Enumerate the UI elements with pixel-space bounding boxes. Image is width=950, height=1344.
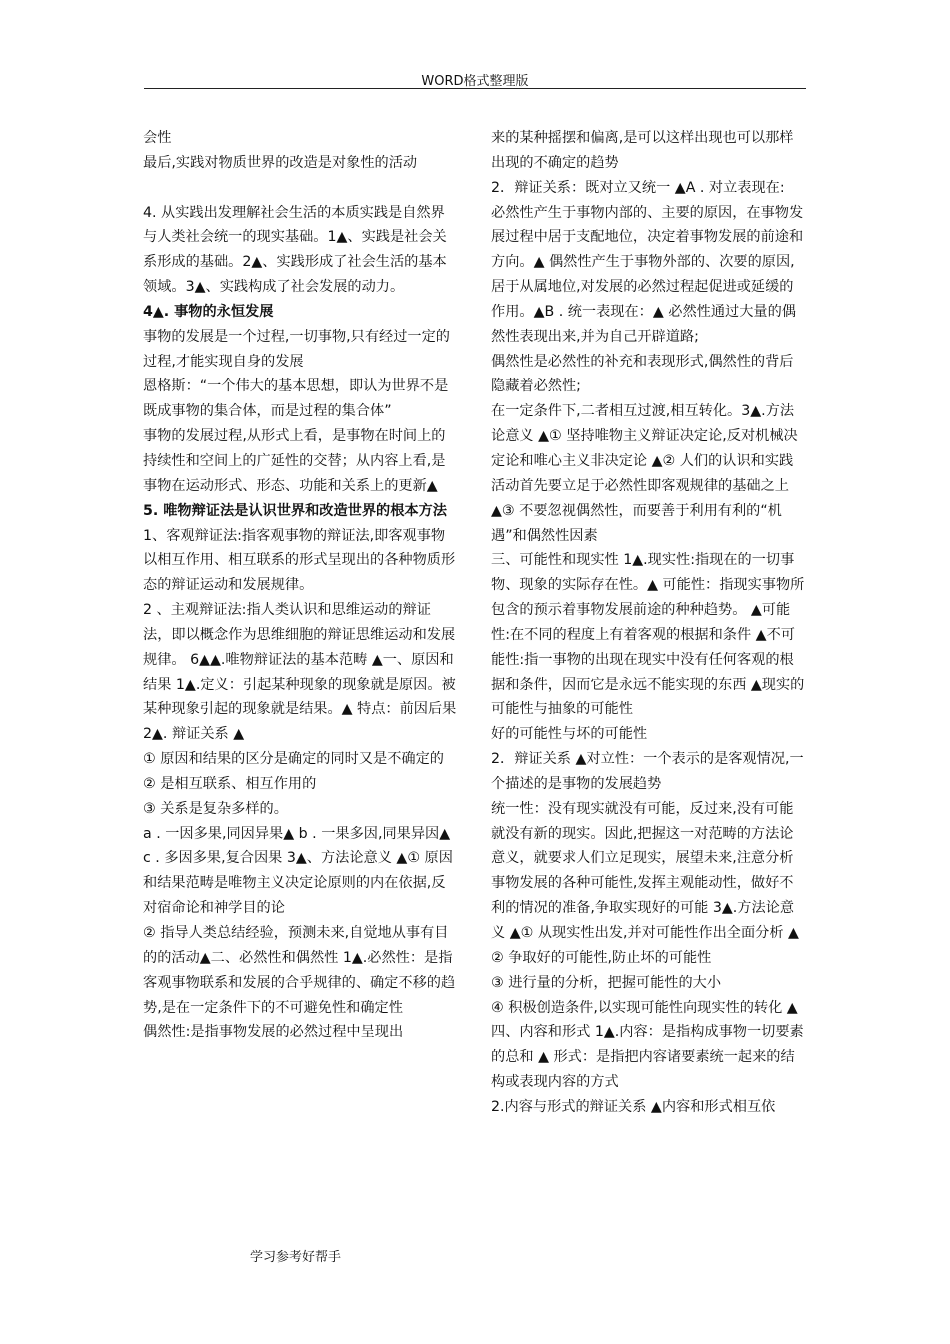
paragraph: 必然性产生于事物内部的、主要的原因，在事物发展过程中居于支配地位，决定着事物发展的前途和方向。▲ 偶然性产生于事物外部的、次要的原因,居于从属地位,对发展的必然过程起促进或延缓的作用。▲B . 统一表现在：▲ 必然性通过大量的偶然性表现出来,并为自己开辟道路; bbox=[491, 204, 804, 345]
paragraph: a . 一因多果,同因异果▲ b . 一果多因,同果异因▲ c . 多因多果,复合因果 3▲、方法论意义 ▲① 原因和结果范畴是唯物主义决定论原则的内在依据,反对宿命论和神学目的论 bbox=[143, 825, 453, 917]
paragraph: 在一定条件下,二者相互过渡,相互转化。3▲.方法论意义 ▲① 坚持唯物主义辩证决定论,反对机械决定论和唯心主义非决定论 ▲② 人们的认识和实践活动首先要立足于必然性即客观规律的基础之上 ▲③ 不要忽视偶然性，而要善于利用有利的“机遇”和偶然性因素 bbox=[491, 403, 798, 544]
page-footer: 学习参考好帮手 bbox=[250, 1250, 342, 1265]
page-header: WORD格式整理版 bbox=[421, 74, 529, 89]
paragraph: 会性 bbox=[143, 130, 172, 146]
paragraph: 2.内容与形式的辩证关系 ▲内容和形式相互依 bbox=[491, 1098, 776, 1115]
paragraph: ③ 进行量的分析，把握可能性的大小 bbox=[491, 974, 722, 991]
paragraph: 2 、主观辩证法:指人类认识和思维运动的辩证法，即以概念作为思维细胞的辩证思维运动和发展规律。 6▲▲.唯物辩证法的基本范畴 ▲一、原因和结果 1▲.定义：引起某种现象的现象就是原因。被某种现象引起的现象就是结果。▲ 特点：前因后果 2▲. 辩证关系 ▲ bbox=[143, 602, 457, 743]
paragraph: 事物的发展是一个过程,一切事物,只有经过一定的过程,才能实现自身的发展 bbox=[143, 328, 450, 370]
paragraph: 4. 从实践出发理解社会生活的本质实践是自然界与人类社会统一的现实基础。1▲、实践是社会关系形成的基础。2▲、实践形成了社会生活的基本领域。3▲、实践构成了社会发展的动力。 bbox=[143, 204, 447, 296]
paragraph: ② 是相互联系、相互作用的 bbox=[143, 775, 317, 792]
paragraph: 4▲. 事物的永恒发展 bbox=[143, 303, 274, 320]
paragraph: 事物的发展过程,从形式上看，是事物在时间上的持续性和空间上的广延性的交替；从内容上看,是事物在运动形式、形态、功能和关系上的更新▲ bbox=[143, 428, 446, 494]
paragraph: ③ 关系是复杂多样的。 bbox=[143, 800, 288, 817]
paragraph: ② 指导人类总结经验，预测未来,自觉地从事有目的的活动▲二、必然性和偶然性 1▲.必然性：是指客观事物联系和发展的合乎规律的、确定不移的趋势,是在一定条件下的不可避免性和确定性 bbox=[143, 925, 456, 1016]
paragraph: 偶然性:是指事物发展的必然过程中呈现出 bbox=[143, 1024, 404, 1041]
paragraph: ④ 积极创造条件,以实现可能性向现实性的转化 ▲四、内容和形式 1▲.内容：是指构成事物一切要素的总和 ▲ 形式：是指把内容诸要素统一起来的结构或表现内容的方式 bbox=[491, 999, 804, 1091]
paragraph: 1、客观辩证法:指客观事物的辩证法,即客观事物以相互作用、相互联系的形式呈现出的各种物质形态的辩证运动和发展规律。 bbox=[143, 527, 456, 594]
paragraph: 5. 唯物辩证法是认识世界和改造世界的根本方法 bbox=[143, 502, 447, 519]
paragraph: 三、可能性和现实性 1▲.现实性:指现在的一切事物、现象的实际存在性。▲ 可能性：指现实事物所包含的预示着事物发展前途的种种趋势。 ▲可能性:在不同的程度上有着客观的根据和条件 ▲不可能性:指一事物的出现在现实中没有任何客观的根据和条件，因而它是永远不能实现的东西 ▲现实的可能性与抽象的可能性 bbox=[491, 552, 805, 718]
paragraph bbox=[143, 176, 458, 201]
paragraph: 2．辩证关系 ▲对立性：一个表示的是客观情况,一个描述的是事物的发展趋势 bbox=[491, 751, 804, 792]
paragraph: ① 原因和结果的区分是确定的同时又是不确定的 bbox=[143, 751, 444, 768]
right-column bbox=[491, 126, 806, 1120]
paragraph: 好的可能性与坏的可能性 bbox=[491, 726, 648, 743]
paragraph: 2．辩证关系：既对立又统一 ▲A . 对立表现在: bbox=[491, 179, 785, 196]
left-column bbox=[143, 126, 458, 1045]
paragraph: 来的某种摇摆和偏离,是可以这样出现也可以那样出现的不确定的趋势 bbox=[491, 130, 794, 171]
paragraph: 恩格斯：“一个伟大的基本思想，即认为世界不是既成事物的集合体，而是过程的集合体” bbox=[143, 378, 449, 420]
paragraph: 最后,实践对物质世界的改造是对象性的活动 bbox=[143, 154, 418, 171]
header-divider bbox=[144, 88, 806, 89]
paragraph: 偶然性是必然性的补充和表现形式,偶然性的背后隐藏着必然性; bbox=[491, 353, 794, 395]
paragraph: 统一性：没有现实就没有可能，反过来,没有可能就没有新的现实。因此,把握这一对范畴的方法论意义，就要求人们立足现实，展望未来,注意分析事物发展的各种可能性,发挥主观能动性，做好不利的情况的准备,争取实现好的可能 3▲.方法论意义 ▲① 从现实性出发,并对可能性作出全面分析 ▲ ② 争取好的可能性,防止坏的可能性 bbox=[491, 800, 799, 966]
